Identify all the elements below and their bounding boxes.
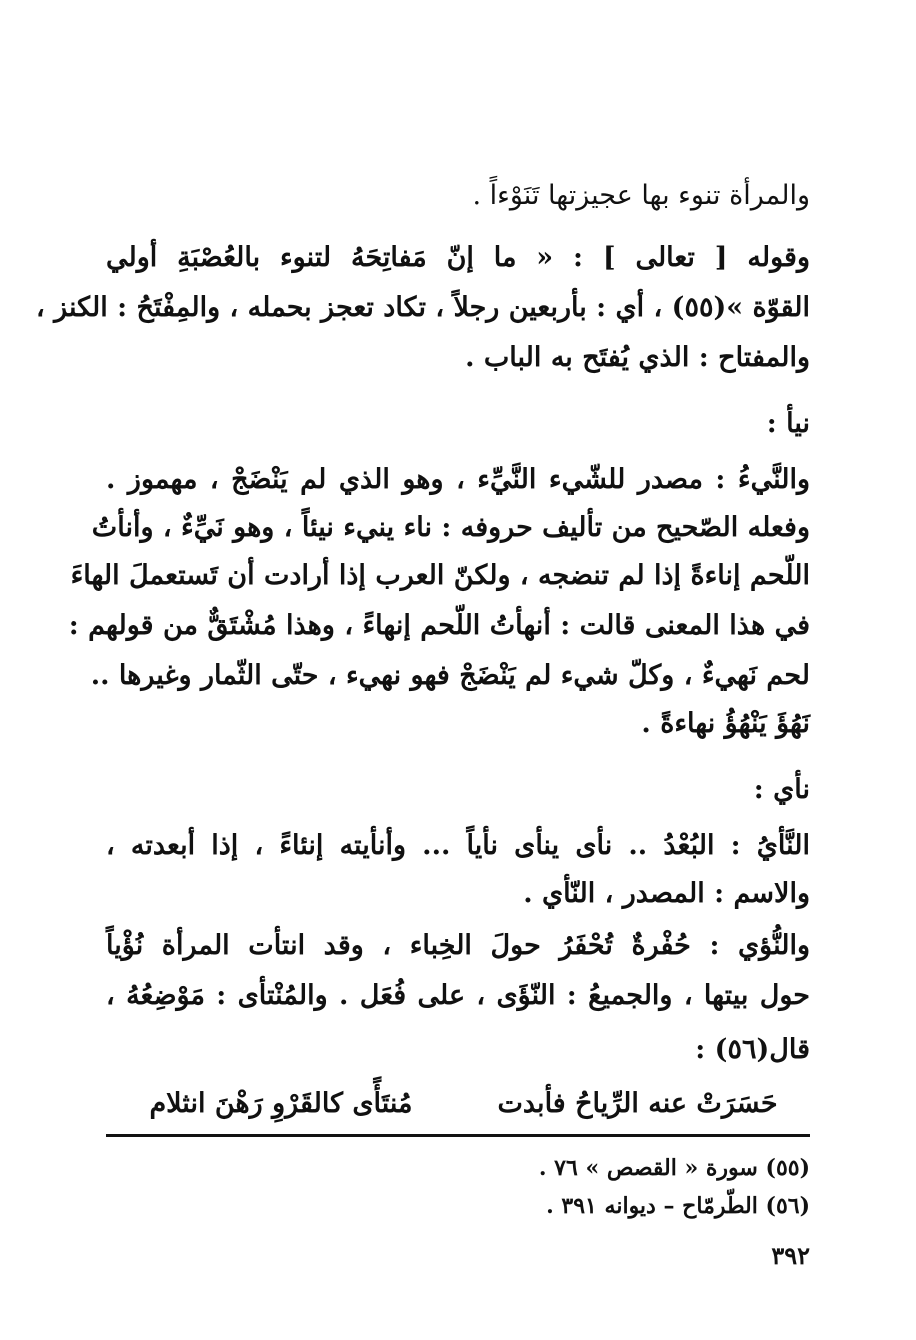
body-line: وقوله [ تعالى ] : « ما إنّ مَفاتِحَهُ لتنوء بالعُصْبَةِ أولي [106, 242, 810, 273]
body-line: القوّة »(٥٥) ، أي : بأربعين رجلاً ، تكاد تعجز بحمله ، والمِفْتَحُ : الكنز ، [35, 292, 810, 323]
body-line: والاسم : المصدر ، النّأي . [523, 878, 810, 909]
body-line: في هذا المعنى قالت : أنهأتُ اللّحم إنهاءً ، وهذا مُشْتَقٌّ من قولهم : [68, 610, 810, 641]
body-line: والمرأة تنوء بها عجيزتها تَنَوْءاً . [472, 180, 810, 211]
body-line: والمفتاح : الذي يُفتَح به الباب . [465, 342, 810, 373]
verse-hemistich-first: حَسَرَتْ عنه الرِّياحُ فأبدت [497, 1088, 778, 1119]
body-line: والنُّؤي : حُفْرةٌ تُحْفَرُ حولَ الخِباء ، وقد انتأت المرأة نُؤْياً [106, 930, 810, 961]
body-line: والنَّيءُ : مصدر للشّيء النَّيِّء ، وهو الذي لم يَنْضَجْ ، مهموز . [106, 464, 810, 495]
body-line: النَّأيُ : البُعْدُ .. نأى ينأى نأياً ... وأنأيته إنئاءً ، إذا أبعدته ، [106, 830, 810, 861]
body-line: نَهُؤَ يَنْهُؤُ نهاءةً . [641, 708, 810, 739]
body-line: قال(٥٦) : [695, 1034, 810, 1065]
footnote: (٥٦) الطّرمّاح – ديوانه ٣٩١ . [546, 1193, 810, 1219]
footnote-separator-rule [106, 1134, 810, 1137]
poetry-verse [106, 1082, 810, 1126]
entry-heading: نأي : [753, 774, 810, 805]
entry-heading: نيأ : [766, 408, 810, 439]
body-line: لحم نَهيءٌ ، وكلّ شيء لم يَنْضَجْ فهو نهيء ، حتّى الثّمار وغيرها .. [90, 660, 810, 691]
page-number: ٣٩٢ [771, 1241, 810, 1270]
footnote: (٥٥) سورة « القصص » ٧٦ . [538, 1155, 810, 1181]
body-line: وفعله الصّحيح من تأليف حروفه : ناء ينيء نيئاً ، وهو نَيِّءٌ ، وأنأتُ [91, 512, 810, 543]
body-line: اللّحم إناءةً إذا لم تنضجه ، ولكنّ العرب إذا أرادت أن تَستعملَ الهاءَ [70, 560, 810, 591]
verse-hemistich-second: مُنتَأًى كالقَرْوِ رَهْنَ انثلام [149, 1088, 413, 1119]
body-line: حول بيتها ، والجميعُ : النّؤَى ، على فُعَل . والمُنْتأى : مَوْضِعُهُ ، [106, 980, 810, 1011]
